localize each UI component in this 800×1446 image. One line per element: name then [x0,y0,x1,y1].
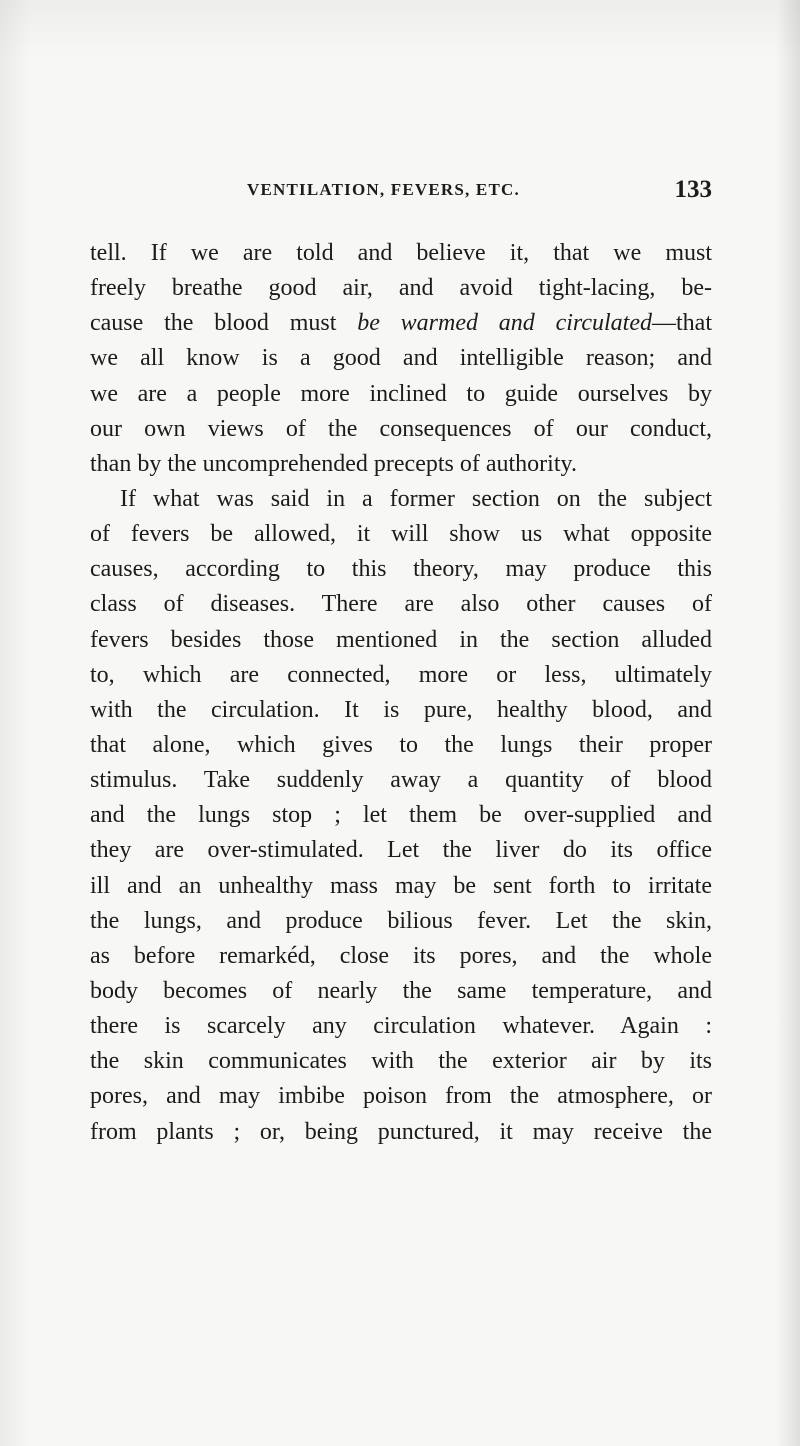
text-line: we all know is a good and intelligible reason; and [90,345,712,372]
text-line: the lungs, and produce bilious fever. Let the skin, [90,907,712,934]
text-line: stimulus. Take suddenly away a quantity of blood [90,767,712,794]
text-line: as before remarkéd, close its pores, and the whole [90,942,712,969]
text-line: we are a people more inclined to guide ourselves by [90,380,712,407]
text-line: class of diseases. There are also other causes of [90,591,712,618]
page-number: 133 [674,176,712,203]
text-line: there is scarcely any circulation whatever. Again : [90,1013,712,1040]
text-line: body becomes of nearly the same temperature, and [90,977,712,1004]
text-line: ill and an unhealthy mass may be sent forth to irritate [90,872,712,899]
running-head [90,175,712,205]
text-line: of fevers be allowed, it will show us what opposite [90,521,712,548]
text-line: causes, according to this theory, may produce this [90,556,712,583]
text-line: If what was said in a former section on the subject [120,485,712,512]
text-line: the skin communicates with the exterior air by its [90,1048,712,1075]
body-text [90,236,712,1150]
text-line: than by the uncomprehended precepts of authority. [90,450,577,477]
text-line: they are over-stimulated. Let the liver do its office [90,837,712,864]
text-line: and the lungs stop ; let them be over-supplied and [90,802,712,829]
text-line: tell. If we are told and believe it, that we must [90,240,712,266]
text-line: to, which are connected, more or less, ultimately [90,661,712,688]
text-line: freely breathe good air, and avoid tight-lacing, be- [90,275,712,302]
running-title: VENTILATION, FEVERS, ETC. [247,180,520,199]
text-line: our own views of the consequences of our conduct, [90,415,712,442]
text-line: cause the blood must be warmed and circulated—that [90,310,712,337]
text-line: from plants ; or, being punctured, it may receive the [90,1118,712,1145]
text-line: pores, and may imbibe poison from the atmosphere, or [90,1083,712,1110]
text-line: with the circulation. It is pure, healthy blood, and [90,696,712,723]
text-line: that alone, which gives to the lungs their proper [90,731,712,758]
text-line: fevers besides those mentioned in the section alluded [90,626,712,653]
